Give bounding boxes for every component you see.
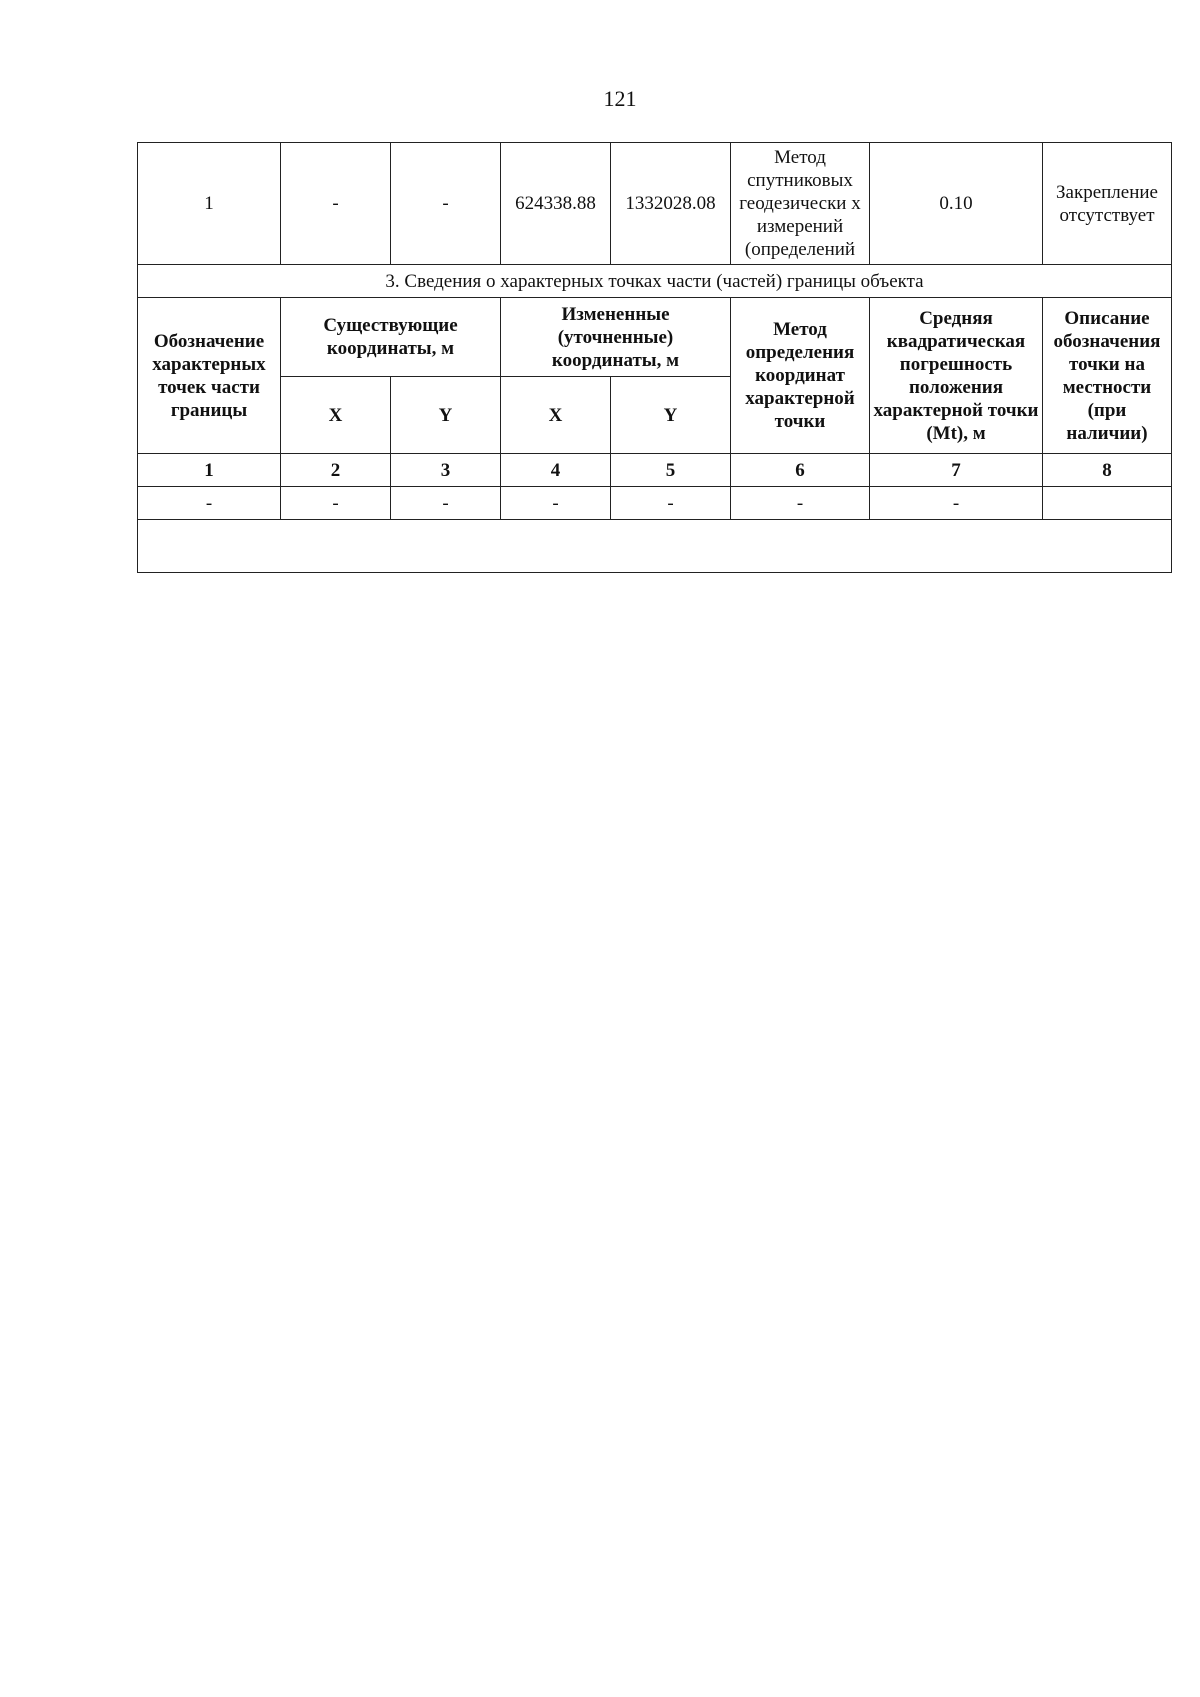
boundary-points-table <box>137 142 1172 573</box>
header-existing-x: X <box>281 377 391 454</box>
header-description: Описание обозначения точки на местности (при наличии) <box>1043 298 1172 454</box>
page-number: 121 <box>603 86 637 111</box>
table-cell: - <box>501 487 611 520</box>
table-cell: - <box>870 487 1043 520</box>
header-existing-coords: Существующие координаты, м <box>281 298 501 377</box>
table-cell: - <box>731 487 870 520</box>
table-row <box>138 487 1172 520</box>
column-number: 4 <box>501 454 611 487</box>
column-number: 7 <box>870 454 1043 487</box>
header-row <box>138 298 1172 377</box>
table-cell: - <box>138 487 281 520</box>
column-number: 6 <box>731 454 870 487</box>
existing-y-cell: - <box>391 143 501 265</box>
header-changed-y: Y <box>611 377 731 454</box>
column-number: 8 <box>1043 454 1172 487</box>
changed-x-cell: 624338.88 <box>501 143 611 265</box>
method-cell <box>731 143 870 265</box>
header-method: Метод определения координат характерной точки <box>731 298 870 454</box>
table-cell: - <box>281 487 391 520</box>
header-changed-coords: Измененные (уточненные) координаты, м <box>501 298 731 377</box>
header-accuracy: Средняя квадратическая погрешность положения характерной точки (Mt), м <box>870 298 1043 454</box>
column-number: 5 <box>611 454 731 487</box>
empty-cell <box>138 520 1172 573</box>
description-cell: Закрепление отсутствует <box>1043 143 1172 265</box>
point-number-cell: 1 <box>138 143 281 265</box>
accuracy-cell: 0.10 <box>870 143 1043 265</box>
header-changed-x: X <box>501 377 611 454</box>
column-number: 1 <box>138 454 281 487</box>
column-number: 3 <box>391 454 501 487</box>
changed-y-cell: 1332028.08 <box>611 143 731 265</box>
table-cell <box>1043 487 1172 520</box>
column-numbers-row <box>138 454 1172 487</box>
table-cell: - <box>391 487 501 520</box>
column-number: 2 <box>281 454 391 487</box>
header-point-designation: Обозначение характерных точек части границы <box>138 298 281 454</box>
table-cell: - <box>611 487 731 520</box>
empty-row <box>138 520 1172 573</box>
table-row <box>138 143 1172 265</box>
section-title-row <box>138 265 1172 298</box>
existing-x-cell: - <box>281 143 391 265</box>
header-existing-y: Y <box>391 377 501 454</box>
section-title: 3. Сведения о характерных точках части (частей) границы объекта <box>138 265 1172 298</box>
method-text: Метод спутниковых геодезически х измерений (определений <box>739 147 861 260</box>
